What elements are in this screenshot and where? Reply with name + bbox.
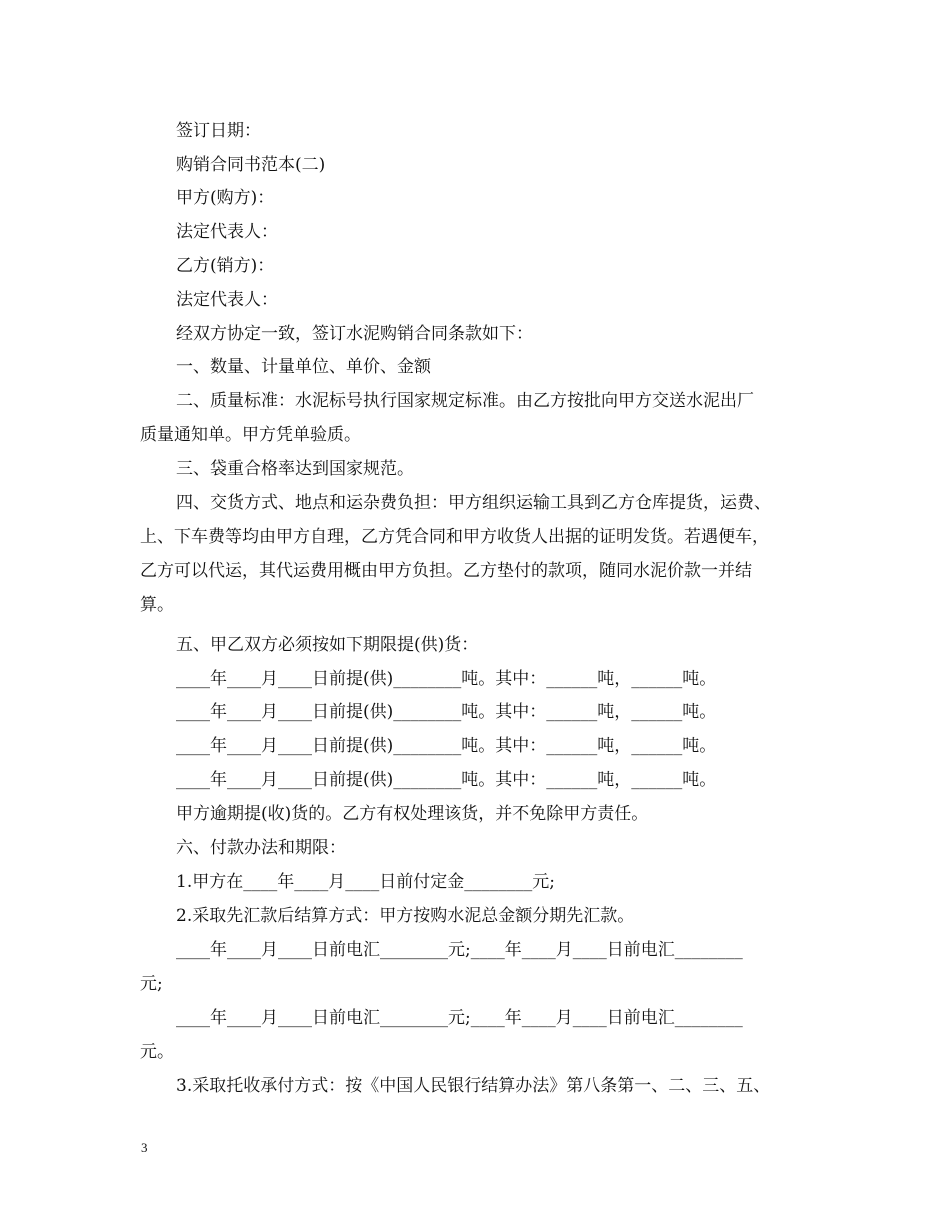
remittance-schedule-line-end: 元; [140,974,163,994]
delivery-schedule-row: ____年____月____日前提(供)________吨。其中：______吨，______吨。 [176,702,717,722]
clause-5-heading: 五、甲乙双方必须按如下期限提(供)货： [176,635,479,655]
remittance-schedule-line-end: 元。 [140,1042,174,1062]
page-number: 3 [141,1140,148,1155]
delivery-schedule-row: ____年____月____日前提(供)________吨。其中：______吨，______吨。 [176,669,717,689]
clause-4-line-2: 上、下车费等均由甲方自理，乙方凭合同和甲方收货人出据的证明发货。若遇便车， [140,527,769,547]
clause-1-heading: 一、数量、计量单位、单价、金额 [176,357,431,377]
remittance-schedule-line: ____年____月____日前电汇________元;____年____月____日前电汇________ [176,1008,743,1028]
party-a-representative-line: 法定代表人： [176,222,278,242]
clause-3: 三、袋重合格率达到国家规范。 [176,459,414,479]
clause-4-line-3: 乙方可以代运，其代运费用概由甲方负担。乙方垫付的款项，随同水泥价款一并结 [140,561,752,581]
late-pickup-clause: 甲方逾期提(收)货的。乙方有权处理该货，并不免除甲方责任。 [176,804,649,824]
collection-method-line: 3.采取托收承付方式：按《中国人民银行结算办法》第八条第一、二、三、五、 [176,1076,771,1096]
clause-2-line-2: 质量通知单。甲方凭单验质。 [140,425,361,445]
deposit-line: 1.甲方在____年____月____日前付定金________元; [176,872,555,892]
contract-title: 购销合同书范本(二) [176,155,326,175]
clause-6-heading: 六、付款办法和期限： [176,838,346,858]
agreement-intro: 经双方协定一致，签订水泥购销合同条款如下： [176,324,533,344]
clause-2-line-1: 二、质量标准：水泥标号执行国家规定标准。由乙方按批向甲方交送水泥出厂 [176,391,754,411]
remittance-method-line: 2.采取先汇款后结算方式：甲方按购水泥总金额分期先汇款。 [176,906,635,926]
remittance-schedule-line: ____年____月____日前电汇________元;____年____月____日前电汇________ [176,940,743,960]
delivery-schedule-row: ____年____月____日前提(供)________吨。其中：______吨，______吨。 [176,770,717,790]
party-b-representative-line: 法定代表人： [176,290,278,310]
clause-4-line-1: 四、交货方式、地点和运杂费负担：甲方组织运输工具到乙方仓库提货，运费、 [176,493,771,513]
signing-date-line: 签订日期： [176,121,261,141]
party-b-line: 乙方(销方)： [176,256,275,276]
party-a-line: 甲方(购方)： [176,188,275,208]
clause-4-line-4: 算。 [140,595,174,615]
delivery-schedule-row: ____年____月____日前提(供)________吨。其中：______吨，______吨。 [176,736,717,756]
